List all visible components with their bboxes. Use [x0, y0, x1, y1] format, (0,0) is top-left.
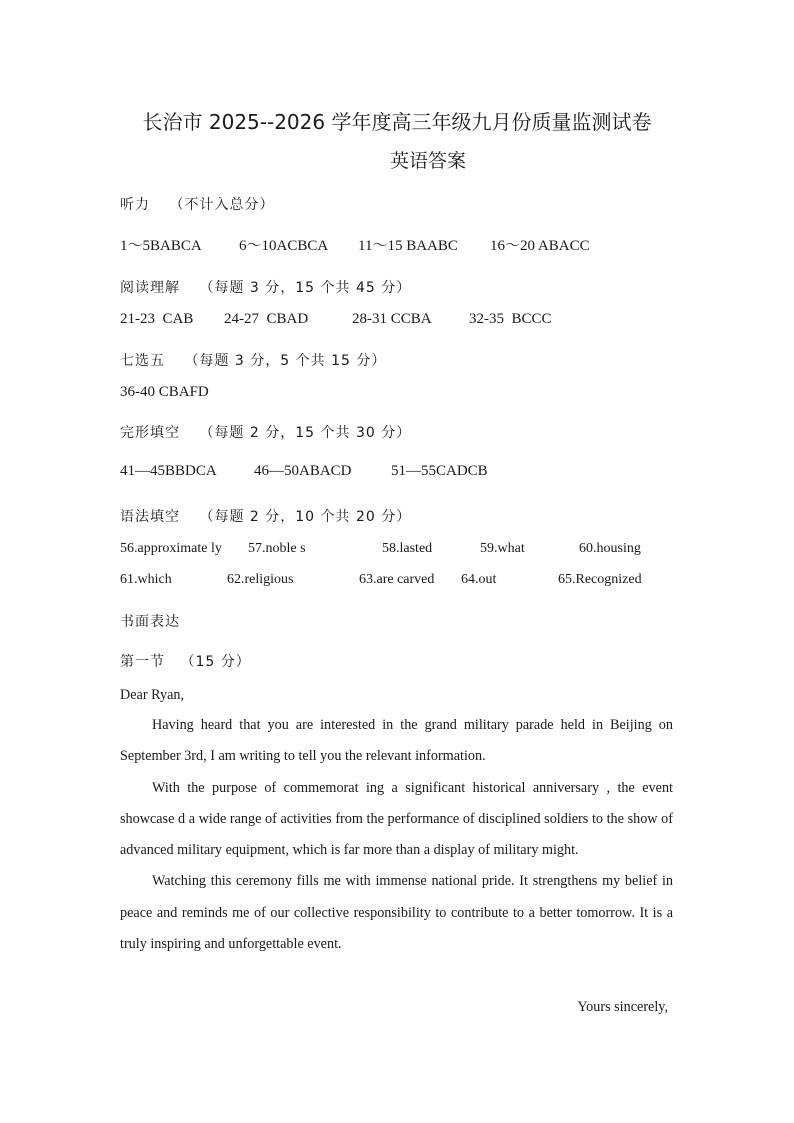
- answer-group: 32-35 BCCC: [469, 311, 552, 327]
- listening-heading: [120, 194, 274, 214]
- grammar-answer: 56.approximate ly: [120, 541, 222, 556]
- letter-salutation: Dear Ryan,: [120, 687, 185, 703]
- letter-paragraph: With the purpose of commemorat ing a significant historical anniversary , the event showcase d a wide range of activities from the performance of disciplined soldiers to the show of advanced military equipment, which is far more than a display of military might.: [120, 779, 673, 859]
- cloze-heading: [120, 422, 411, 442]
- grammar-answer: 62.religious: [227, 572, 294, 587]
- answer-key-title: 英语答案: [389, 150, 466, 172]
- answer-group: 16～20 ABACC: [490, 238, 590, 254]
- section-title: 语法填空: [120, 509, 180, 525]
- section-title: 完形填空: [120, 425, 180, 441]
- grammar-heading: [120, 506, 411, 526]
- section-title: 听力: [120, 197, 150, 213]
- grammar-answer: 61.which: [120, 572, 172, 587]
- answer-group: 41—45BBDCA: [120, 463, 217, 479]
- answer-group: 24-27 CBAD: [224, 311, 309, 327]
- grammar-answer: 65.Recognized: [558, 572, 642, 587]
- grammar-answer: 57.noble s: [248, 541, 306, 556]
- grammar-answer: 60.housing: [579, 541, 641, 556]
- seven-five-answers: 36-40 CBAFD: [120, 384, 209, 400]
- section-note: （每题 2 分，15 个共 30 分）: [199, 425, 412, 441]
- exam-title: 长治市 2025--2026 学年度高三年级九月份质量监测试卷: [142, 110, 652, 134]
- letter-body: [120, 710, 673, 960]
- reading-heading: [120, 277, 411, 297]
- section-note: （不计入总分）: [169, 197, 275, 213]
- section-note: （每题 2 分，10 个共 20 分）: [199, 509, 412, 525]
- grammar-answer: 63.are carved: [359, 572, 435, 587]
- grammar-answer: 64.out: [461, 572, 497, 587]
- letter-closing: Yours sincerely,: [577, 999, 668, 1015]
- answer-group: 11～15 BAABC: [358, 238, 458, 254]
- writing-heading: 书面表达: [120, 614, 180, 630]
- answer-group: 46—50ABACD: [254, 463, 352, 479]
- section-title: 第一节: [120, 654, 165, 670]
- answer-group: 51—55CADCB: [391, 463, 488, 479]
- section-note: （每题 3 分，15 个共 45 分）: [199, 280, 412, 296]
- grammar-answer: 58.lasted: [382, 541, 433, 556]
- answer-group: 1～5BABCA: [120, 238, 202, 254]
- answer-group: 6～10ACBCA: [239, 238, 329, 254]
- letter-paragraph: Having heard that you are interested in the grand military parade held in Beijing on September 3rd, I am writing to tell you the relevant information.: [120, 717, 673, 765]
- section-title: 七选五: [120, 353, 165, 369]
- section-note: （每题 3 分，5 个共 15 分）: [184, 353, 387, 369]
- seven-five-heading: [120, 350, 386, 370]
- grammar-answer: 59.what: [480, 541, 525, 556]
- section-title: 阅读理解: [120, 280, 180, 296]
- writing-section-1-heading: [120, 651, 251, 671]
- section-note: （15 分）: [180, 654, 251, 670]
- answer-group: 21-23 CAB: [120, 311, 194, 327]
- letter-paragraph: Watching this ceremony fills me with immense national pride. It strengthens my belief in peace and reminds me of our collective responsibility to contribute to a better tomorrow. It is a truly inspiring and unforgettable event.: [120, 873, 673, 953]
- answer-group: 28-31 CCBA: [352, 311, 432, 327]
